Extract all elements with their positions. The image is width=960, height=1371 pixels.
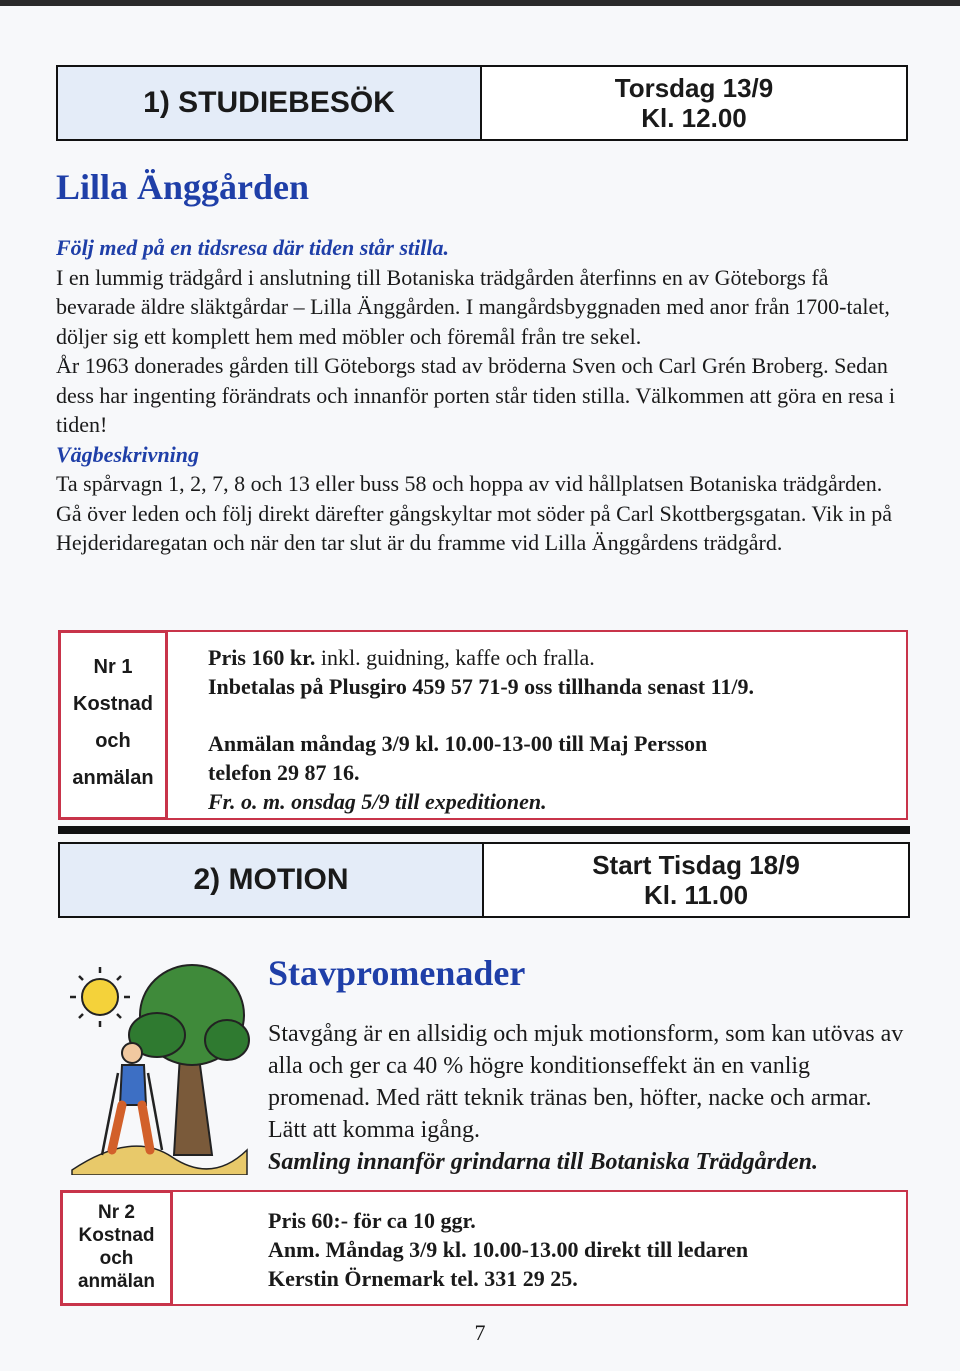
walker-tree-illustration: [62, 945, 252, 1175]
section2-body: [268, 1018, 908, 1178]
signup-2: Anm. Måndag 3/9 kl. 10.00-13.00 direkt till ledaren: [268, 1237, 749, 1262]
section1-para1: I en lummig trädgård i anslutning till Botaniska trädgården återfinns en av Göteborgs få bevarade äldre släktgårdar – Lilla Änggården. I mangårdsbyggnaden med anor från 1700-talet, döljer sig ett komplett hem med möbler och föremål från tre sekel.: [56, 264, 890, 349]
section1-tagline: Följ med på en tidsresa där tiden står stilla.: [56, 235, 449, 260]
signup-1-phone: telefon 29 87 16.: [208, 760, 360, 785]
signup-1: Anmälan måndag 3/9 kl. 10.00-13-00 till Maj Persson: [208, 731, 708, 756]
price-1: Pris 160 kr.: [208, 645, 316, 670]
cost-label-1-anmalan: anmälan: [72, 767, 154, 789]
section2-heading: Stavpromenader: [268, 953, 526, 993]
directions-text: Ta spårvagn 1, 2, 7, 8 och 13 eller buss 58 och hoppa av vid hållplatsen Botaniska trädgården. Gå över leden och följ direkt därefter gångskyltar mot söder på Carl Skottbergsgatan. Vik in på Hejderidaregatan och när den tar slut är du framme vid Lilla Änggårdens trädgård.: [56, 471, 893, 555]
section2-time: Kl. 11.00: [643, 880, 749, 910]
walker-icon: [102, 1043, 162, 1155]
section1-title: 1) STUDIEBESÖK: [58, 67, 482, 139]
cost-label-1: [58, 630, 168, 820]
signup-1-expedition: Fr. o. m. onsdag 5/9 till expeditionen.: [208, 789, 547, 814]
cost-label-1-nr: Nr 1: [93, 656, 133, 678]
sun-icon: [70, 967, 130, 1027]
section2-day: Start Tisdag 18/9: [592, 850, 800, 880]
section1-time: Kl. 12.00: [641, 103, 747, 133]
leader-2: Kerstin Örnemark tel. 331 29 25.: [268, 1266, 578, 1291]
page-number: 7: [474, 1320, 486, 1345]
section1-body: [56, 233, 912, 558]
section-separator: [58, 826, 910, 834]
section1-day: Torsdag 13/9: [614, 73, 774, 103]
cost-label-2-kostnad: Kostnad: [78, 1225, 155, 1246]
path-icon: [72, 1146, 247, 1175]
section2-header: [58, 842, 910, 918]
directions-heading: Vägbeskrivning: [56, 441, 200, 467]
section1-header: [56, 65, 908, 141]
section1-heading: Lilla Änggården: [56, 167, 310, 207]
payment-1: Inbetalas på Plusgiro 459 57 71-9 oss tillhanda senast 11/9.: [208, 674, 755, 699]
cost-label-2-anmalan: anmälan: [77, 1271, 156, 1292]
section2-para: Stavgång är en allsidig och mjuk motionsform, som kan utövas av alla och ger ca 40 % högre konditionseffekt än en vanlig promenad. Med rätt teknik tränas ben, höfter, nacke och armar. Lätt att komma igång.: [268, 1021, 904, 1143]
cost-label-1-och: och: [95, 730, 131, 752]
price-1-detail: inkl. guidning, kaffe och fralla.: [315, 645, 595, 670]
section1-para2: År 1963 donerades gården till Göteborgs stad av bröderna Sven och Carl Grén Broberg. Sedan dess har ingenting förändrats och innanför porten står tiden stilla. Välkommen att göra en resa i tiden!: [56, 353, 896, 437]
section2-datetime: [484, 844, 908, 916]
cost-label-2-nr: Nr 2: [98, 1202, 135, 1223]
section2-title: 2) MOTION: [60, 844, 484, 916]
section1-datetime: [482, 67, 906, 139]
cost-text-2: [268, 1206, 898, 1293]
cost-label-2-och: och: [99, 1248, 134, 1269]
cost-label-2: [60, 1190, 173, 1306]
section2-meeting: Samling innanför grindarna till Botaniska Trädgården.: [268, 1149, 818, 1175]
cost-label-1-kostnad: Kostnad: [73, 693, 153, 715]
cost-text-1: [208, 643, 898, 816]
price-2: Pris 60:- för ca 10 ggr.: [268, 1208, 476, 1233]
top-rule: [0, 0, 960, 6]
